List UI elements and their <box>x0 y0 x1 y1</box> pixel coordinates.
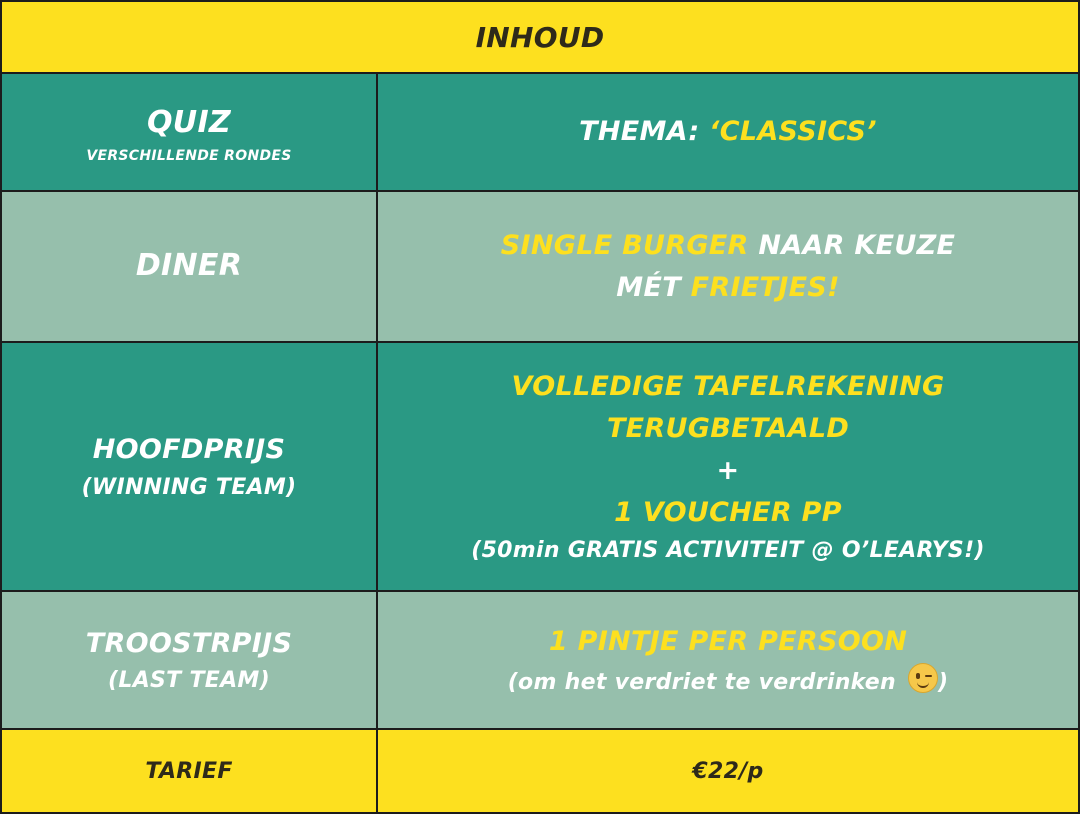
row-consolation-content-cell <box>378 592 1078 728</box>
quiz-theme-value: ‘CLASSICS’ <box>709 116 877 148</box>
diner-line-1 <box>501 225 955 267</box>
row-mainprize-label: HOOFDPRIJS <box>92 434 286 466</box>
row-diner-label: DINER <box>135 248 243 284</box>
diner-choice: NAAR KEUZE <box>748 229 956 261</box>
row-quiz-sublabel: VERSCHILLENDE RONDES <box>86 148 292 165</box>
mainprize-line-2: TERUGBETAALD <box>606 413 850 445</box>
row-consolation-label: TROOSTRPIJS <box>85 627 293 659</box>
diner-burger: SINGLE BURGER <box>500 229 749 261</box>
row-quiz-label: QUIZ <box>147 104 231 140</box>
row-consolation-label-cell <box>2 592 376 728</box>
diner-with: MÉT <box>616 271 691 303</box>
quiz-theme-prefix: THEMA: <box>579 116 710 148</box>
mainprize-line-1: VOLLEDIGE TAFELREKENING <box>511 371 945 403</box>
mainprize-note: (50min GRATIS ACTIVITEIT @ O’LEARYS!) <box>471 537 985 563</box>
header-title: INHOUD <box>475 20 605 54</box>
winking-face-icon <box>908 663 938 693</box>
tariff-label: TARIEF <box>145 758 233 784</box>
row-quiz-content-cell <box>378 74 1078 190</box>
row-diner-content-cell <box>378 192 1078 341</box>
footer-label-cell <box>2 730 376 812</box>
row-consolation-sublabel: (LAST TEAM) <box>108 668 270 694</box>
diner-fries: FRIETJES! <box>690 271 840 303</box>
row-diner-label-cell <box>2 192 376 341</box>
row-mainprize-label-cell <box>2 343 376 590</box>
footer-price-cell <box>378 730 1078 812</box>
consolation-note-text: (om het verdriet te verdrinken <box>507 669 904 695</box>
row-mainprize-content-cell <box>378 343 1078 590</box>
row-quiz-label-cell <box>2 74 376 190</box>
diner-line-2 <box>616 267 839 309</box>
consolation-note-close: ) <box>937 669 949 695</box>
consolation-line-1: 1 PINTJE PER PERSOON <box>548 626 908 658</box>
quiz-theme <box>579 111 877 153</box>
consolation-note <box>508 663 949 699</box>
mainprize-plus: + <box>716 455 740 486</box>
row-mainprize-sublabel: (WINNING TEAM) <box>81 474 297 500</box>
tariff-price: €22/p <box>692 758 764 784</box>
table-header <box>2 2 1078 72</box>
mainprize-voucher: 1 VOUCHER PP <box>614 496 842 528</box>
